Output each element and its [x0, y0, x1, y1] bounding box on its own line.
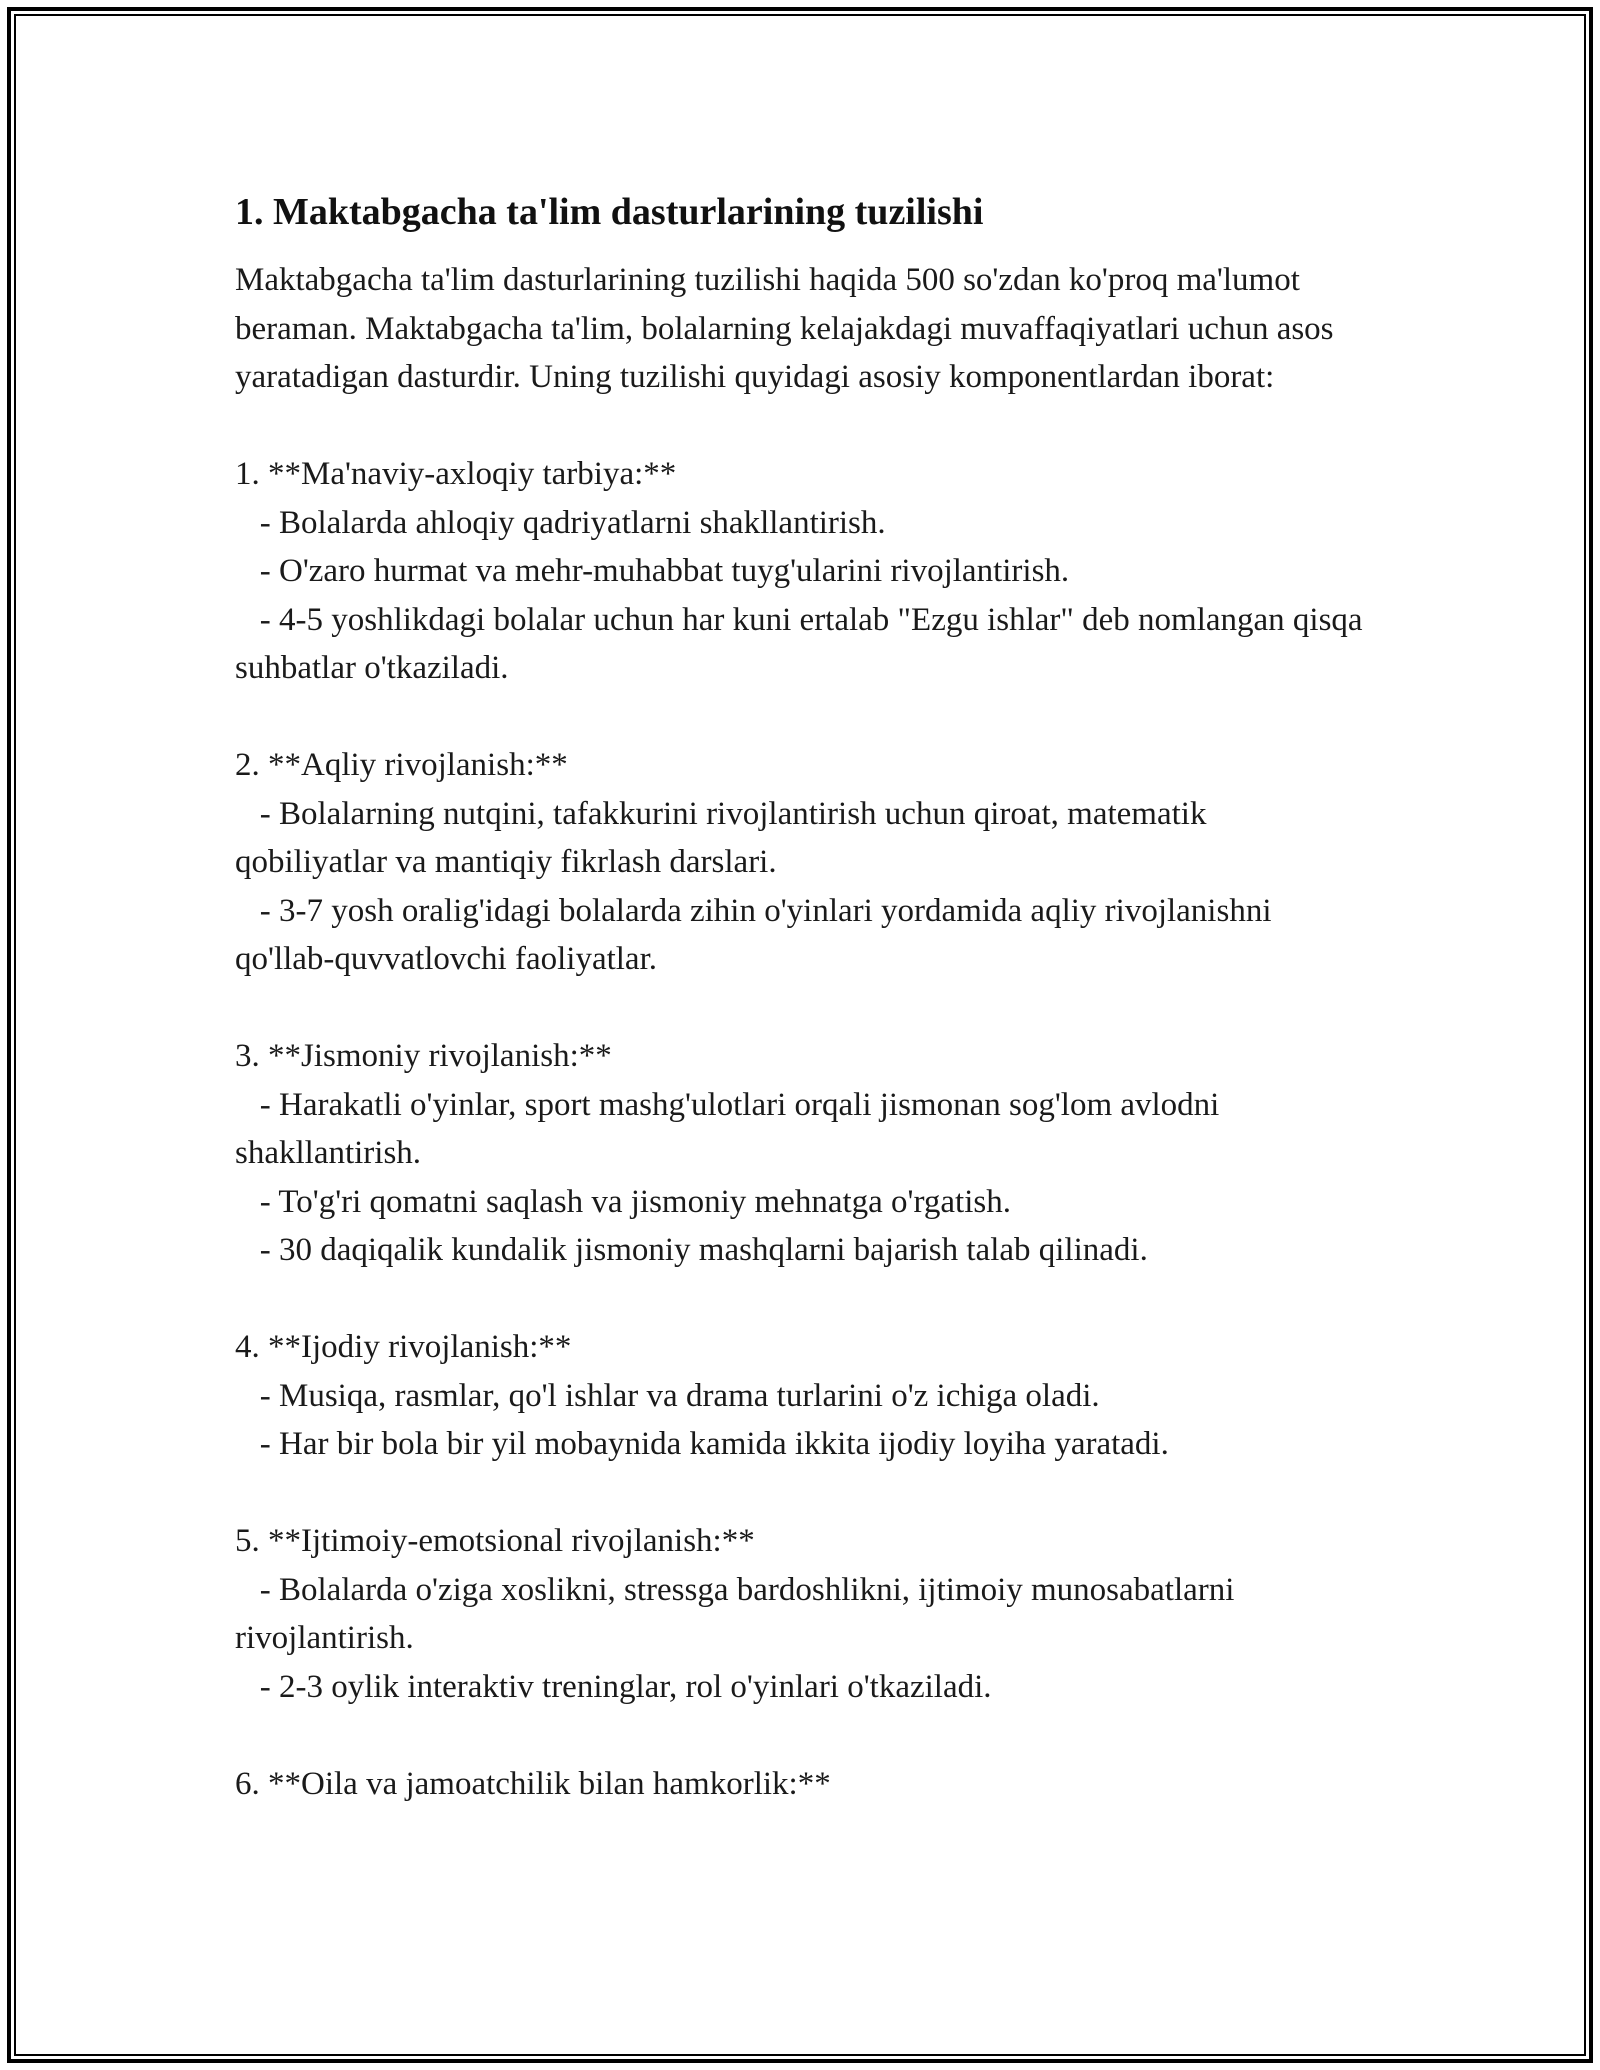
section-2 — [235, 741, 1365, 984]
bullet-item: - 30 daqiqalik kundalik jismoniy mashqlarni bajarish talab qilinadi. — [235, 1232, 1148, 1268]
document-title: 1. Maktabgacha ta'lim dasturlarining tuzilishi — [235, 191, 984, 233]
bullet-item: - 4-5 yoshlikdagi bolalar uchun har kuni ertalab "Ezgu ishlar" deb nomlangan qisqa suhbatlar o'tkaziladi. — [235, 601, 1371, 686]
section-1 — [235, 450, 1371, 693]
bullet-item: - O'zaro hurmat va mehr-muhabbat tuyg'ularini rivojlantirish. — [235, 553, 1070, 589]
spacer — [235, 984, 1365, 1033]
section-5 — [235, 1517, 1365, 1711]
section-heading: 1. **Ma'naviy-axloqiy tarbiya:** — [235, 456, 677, 492]
bullet-item: - Bolalarda ahloqiy qadriyatlarni shakllantirish. — [235, 504, 886, 541]
bullet-item: - 2-3 oylik interaktiv treninglar, rol o'yinlari o'tkaziladi. — [235, 1668, 992, 1705]
section-heading: 2. **Aqliy rivojlanish:** — [235, 747, 568, 783]
spacer — [235, 1275, 1365, 1324]
bullet-item: - Bolalarda o'ziga xoslikni, stressga bardoshlikni, ijtimoiy munosabatlarni rivojlantirish. — [235, 1571, 1243, 1656]
bullet-item: - Har bir bola bir yil mobaynida kamida ikkita ijodiy loyiha yaratadi. — [235, 1426, 1169, 1462]
section-6 — [235, 1760, 1365, 1809]
spacer — [235, 693, 1365, 742]
section-heading: 4. **Ijodiy rivojlanish:** — [235, 1329, 572, 1365]
spacer — [235, 402, 1365, 451]
document-body — [235, 186, 1371, 1808]
bullet-item: - Musiqa, rasmlar, qo'l ishlar va drama turlarini o'z ichiga oladi. — [235, 1377, 1100, 1414]
section-heading: 6. **Oila va jamoatchilik bilan hamkorlik:** — [235, 1765, 831, 1802]
intro-paragraph: Maktabgacha ta'lim dasturlarining tuzilishi haqida 500 so'zdan ko'proq ma'lumot beraman. Maktabgacha ta'lim, bolalarning kelajakdagi muvaffaqiyatlari uchun asos yaratadigan dasturdir. Uning tuzilishi quyidagi asosiy komponentlardan iborat: — [235, 262, 1342, 395]
bullet-item: - To'g'ri qomatni saqlash va jismoniy mehnatga o'rgatish. — [235, 1183, 1011, 1220]
section-3 — [235, 1032, 1365, 1275]
section-heading: 5. **Ijtimoiy-emotsional rivojlanish:** — [235, 1523, 755, 1559]
bullet-item: - 3-7 yosh oralig'idagi bolalarda zihin o'yinlari yordamida aqliy rivojlanishni qo'llab-quvvatlovchi faoliyatlar. — [235, 892, 1280, 977]
spacer — [235, 1711, 1365, 1760]
section-4 — [235, 1323, 1365, 1469]
spacer — [235, 1469, 1365, 1518]
bullet-item: - Bolalarning nutqini, tafakkurini rivojlantirish uchun qiroat, matematik qobiliyatlar va mantiqiy fikrlash darslari. — [235, 795, 1215, 880]
bullet-item: - Harakatli o'yinlar, sport mashg'ulotlari orqali jismonan sog'lom avlodni shakllantirish. — [235, 1086, 1228, 1171]
section-heading: 3. **Jismoniy rivojlanish:** — [235, 1038, 612, 1074]
